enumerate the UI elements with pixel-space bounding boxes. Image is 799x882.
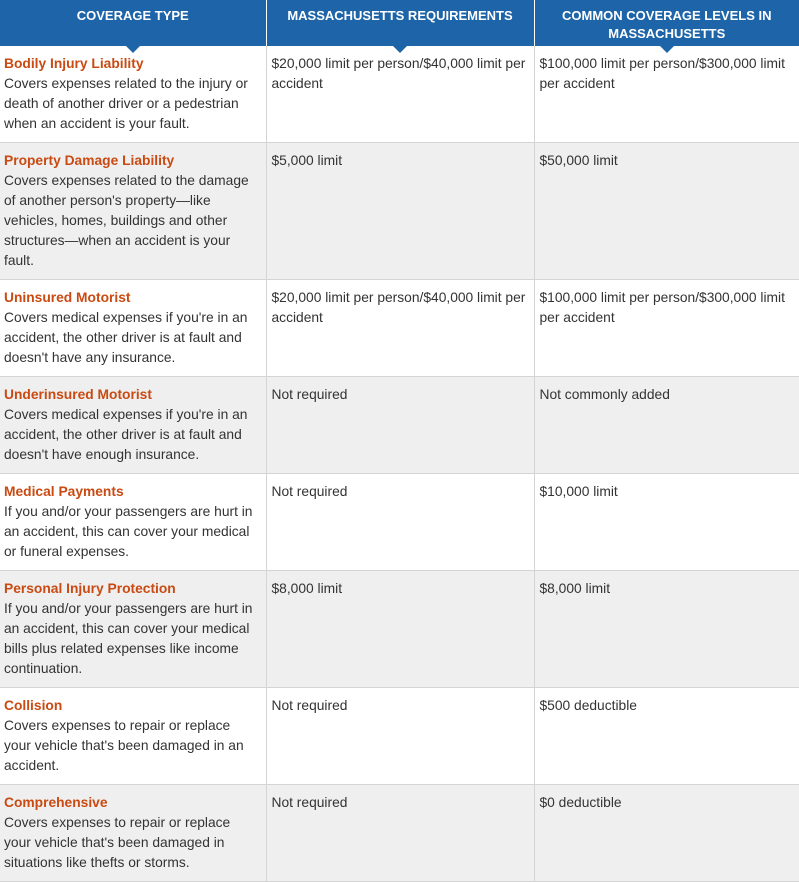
coverage-name: Collision bbox=[4, 698, 63, 713]
common-level-cell: $50,000 limit bbox=[534, 143, 799, 280]
table-row bbox=[0, 280, 799, 377]
coverage-description: Covers expenses to repair or replace your vehicle that's been damaged in situations like thefts or storms. bbox=[4, 815, 231, 870]
coverage-type-cell bbox=[0, 280, 266, 377]
coverage-name: Comprehensive bbox=[4, 795, 108, 810]
coverage-name: Bodily Injury Liability bbox=[4, 56, 144, 71]
header-row bbox=[0, 0, 799, 46]
coverage-type-cell bbox=[0, 46, 266, 143]
table-row bbox=[0, 46, 799, 143]
coverage-description: If you and/or your passengers are hurt in an accident, this can cover your medical bills plus related expenses like income continuation. bbox=[4, 601, 253, 676]
requirement-cell: Not required bbox=[266, 688, 534, 785]
common-level-cell: $0 deductible bbox=[534, 785, 799, 882]
requirement-cell: $20,000 limit per person/$40,000 limit per accident bbox=[266, 46, 534, 143]
coverage-type-cell bbox=[0, 688, 266, 785]
common-level-cell: $500 deductible bbox=[534, 688, 799, 785]
requirement-cell: $8,000 limit bbox=[266, 571, 534, 688]
table-row bbox=[0, 474, 799, 571]
coverage-description: Covers medical expenses if you're in an accident, the other driver is at fault and doesn't have enough insurance. bbox=[4, 407, 248, 462]
table-row bbox=[0, 785, 799, 882]
coverage-description: Covers expenses related to the injury or death of another driver or a pedestrian when an accident is your fault. bbox=[4, 76, 248, 131]
table-row bbox=[0, 143, 799, 280]
coverage-description: Covers expenses to repair or replace your vehicle that's been damaged in an accident. bbox=[4, 718, 244, 773]
coverage-description: If you and/or your passengers are hurt in an accident, this can cover your medical or funeral expenses. bbox=[4, 504, 253, 559]
coverage-name: Property Damage Liability bbox=[4, 153, 175, 168]
common-level-cell: $8,000 limit bbox=[534, 571, 799, 688]
coverage-name: Medical Payments bbox=[4, 484, 124, 499]
coverage-type-cell bbox=[0, 474, 266, 571]
requirement-cell: Not required bbox=[266, 474, 534, 571]
header-common-coverage-levels: COMMON COVERAGE LEVELS IN MASSACHUSETTS bbox=[534, 0, 799, 46]
table-header bbox=[0, 0, 799, 46]
requirement-cell: Not required bbox=[266, 377, 534, 474]
table-row bbox=[0, 571, 799, 688]
coverage-type-cell bbox=[0, 143, 266, 280]
coverage-description: Covers expenses related to the damage of another person's property—like vehicles, homes, buildings and other structures—when an accident is your fault. bbox=[4, 173, 249, 268]
common-level-cell: $10,000 limit bbox=[534, 474, 799, 571]
coverage-type-cell bbox=[0, 571, 266, 688]
requirement-cell: Not required bbox=[266, 785, 534, 882]
table-row bbox=[0, 688, 799, 785]
coverage-name: Personal Injury Protection bbox=[4, 581, 176, 596]
coverage-description: Covers medical expenses if you're in an accident, the other driver is at fault and doesn't have any insurance. bbox=[4, 310, 248, 365]
table-body bbox=[0, 46, 799, 882]
requirement-cell: $20,000 limit per person/$40,000 limit per accident bbox=[266, 280, 534, 377]
common-level-cell: $100,000 limit per person/$300,000 limit per accident bbox=[534, 280, 799, 377]
requirement-cell: $5,000 limit bbox=[266, 143, 534, 280]
coverage-name: Uninsured Motorist bbox=[4, 290, 131, 305]
coverage-type-cell bbox=[0, 785, 266, 882]
table-row bbox=[0, 377, 799, 474]
header-coverage-type: COVERAGE TYPE bbox=[0, 0, 266, 46]
common-level-cell: Not commonly added bbox=[534, 377, 799, 474]
coverage-name: Underinsured Motorist bbox=[4, 387, 152, 402]
common-level-cell: $100,000 limit per person/$300,000 limit per accident bbox=[534, 46, 799, 143]
coverage-type-cell bbox=[0, 377, 266, 474]
header-massachusetts-requirements: MASSACHUSETTS REQUIREMENTS bbox=[266, 0, 534, 46]
